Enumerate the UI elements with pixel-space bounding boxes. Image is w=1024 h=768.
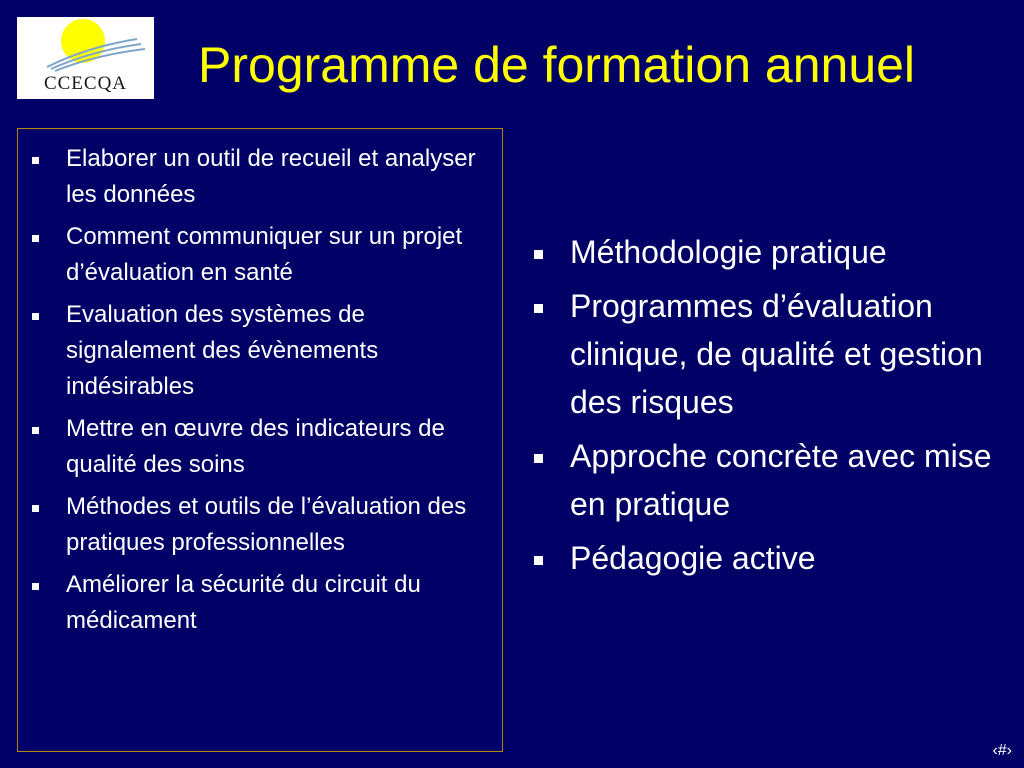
list-item-text: Méthodologie pratique [570,234,887,270]
slide-number: ‹#› [992,742,1012,759]
square-bullet-icon [534,454,543,463]
training-topics-list [18,129,502,639]
square-bullet-icon [32,313,39,320]
list-item-text: Elaborer un outil de recueil et analyser les données [66,145,476,208]
training-topics-box [17,128,503,752]
list-item [30,141,492,213]
list-item [532,282,1002,426]
square-bullet-icon [32,505,39,512]
list-item [30,297,492,405]
list-item-text: Mettre en œuvre des indicateurs de qualité des soins [66,415,445,478]
list-item-text: Comment communiquer sur un projet d’évaluation en santé [66,223,463,286]
list-item-text: Méthodes et outils de l’évaluation des pratiques professionnelles [66,493,467,556]
list-item-text: Programmes d’évaluation clinique, de qualité et gestion des risques [570,288,983,420]
square-bullet-icon [534,250,543,259]
method-features-list [532,228,1002,588]
square-bullet-icon [32,157,39,164]
ccecqa-logo [17,17,154,99]
list-item-text: Améliorer la sécurité du circuit du médicament [66,571,421,634]
square-bullet-icon [534,556,543,565]
list-item [30,567,492,639]
list-item [30,489,492,561]
list-item [532,432,1002,528]
square-bullet-icon [32,235,39,242]
square-bullet-icon [32,583,39,590]
square-bullet-icon [32,427,39,434]
list-item [30,411,492,483]
list-item [30,219,492,291]
logo-text: CCECQA [43,73,128,94]
list-item-text: Approche concrète avec mise en pratique [570,438,992,522]
list-item-text: Pédagogie active [570,540,816,576]
slide-title: Programme de formation annuel [198,37,916,93]
list-item-text: Evaluation des systèmes de signalement des évènements indésirables [66,301,379,400]
list-item [532,534,1002,582]
square-bullet-icon [534,304,543,313]
list-item [532,228,1002,276]
